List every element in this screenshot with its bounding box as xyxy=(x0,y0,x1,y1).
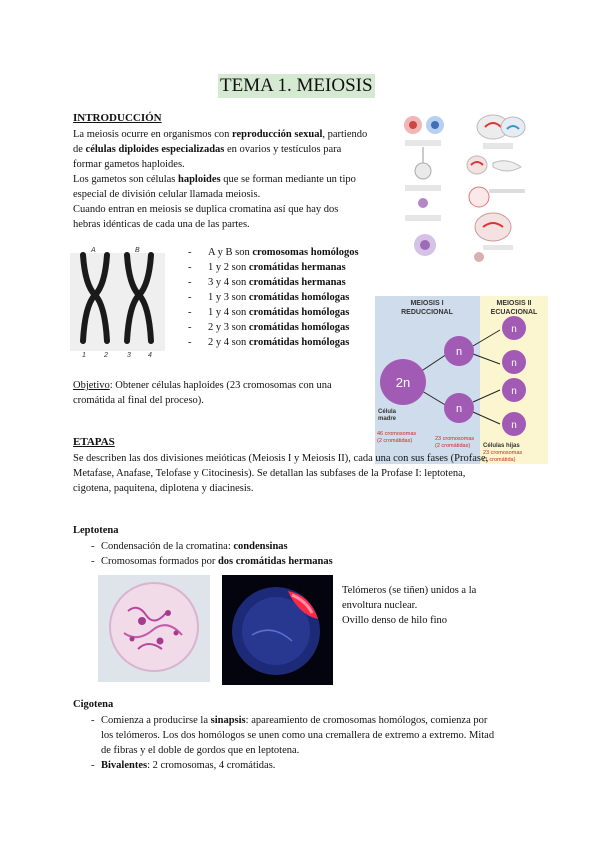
daughter-chromatids: (1 cromátida) xyxy=(483,457,516,463)
list-item: - Condensación de la cromatina: condensinas xyxy=(73,539,473,554)
label-a: A xyxy=(91,247,96,254)
daughter-chromosomes: 23 cromosomas xyxy=(483,450,523,456)
child-chromosomes: 23 cromosomas xyxy=(435,436,475,442)
leptotena-heading: Leptotena xyxy=(73,525,119,536)
label-b: B xyxy=(135,247,140,254)
daughter-cell-label: n xyxy=(511,324,517,335)
leptotena-micrograph xyxy=(98,575,210,682)
label-3: 3 xyxy=(127,352,131,358)
daughter-cell-label: n xyxy=(511,420,517,431)
child-cell-label: n xyxy=(455,346,463,358)
mother-chromosomes: 46 cromosomas xyxy=(377,431,417,437)
mother-cell-label: 2n xyxy=(395,375,411,390)
meiosis-i-subtitle: REDUCCIONAL xyxy=(401,309,453,316)
page-title: TEMA 1. MEIOSIS xyxy=(220,75,373,96)
telomere-fluorescence-image xyxy=(222,575,333,685)
list-item: - 1 y 2 son cromátidas hermanas xyxy=(188,260,388,275)
intro-paragraph: La meiosis ocurre en organismos con reproducción sexual, partiendo de células diploides especializadas en ovarios y testículos para formar gametos haploides. Los gametos son células haploides que se forman mediante un tipo especial de división celular llamada meiosis. Cuando entran en meiosis se duplica cromatina así que hay dos hebras idénticas de cada una de las partes. xyxy=(73,129,368,230)
label-2: 2 xyxy=(104,352,108,358)
label-4: 4 xyxy=(148,352,152,358)
child-chromatids: (2 cromátidas) xyxy=(435,443,471,449)
leptotena-caption: Telómeros (se tiñen) unidos a la envoltura nuclear. Ovillo denso de hilo fino xyxy=(342,585,477,626)
list-item: - 1 y 3 son cromátidas homólogas xyxy=(188,290,388,305)
etapas-paragraph: Se describen las dos divisiones meióticas (Meiosis I y Meiosis II), cada una con sus fases (Profase, Metafase, Anafase, Telofase y Citocinesis). Se detallan las subfases de la Profase I: leptotena, cigotena, paquitena, diplotena y diacinesis. xyxy=(73,453,489,494)
mother-chromatids: (2 cromátidas) xyxy=(377,438,413,444)
list-item: - Cromosomas formados por dos cromátidas hermanas xyxy=(73,554,473,569)
daughter-cell-label: n xyxy=(511,358,517,369)
daughter-cell-label: n xyxy=(511,386,517,397)
pairs-list xyxy=(188,245,388,350)
cigotena-list xyxy=(73,713,553,773)
objective: Objetivo: Obtener células haploides (23 cromosomas con una cromátida al final del proceso). xyxy=(73,380,332,406)
list-item: - 2 y 4 son cromátidas homólogas xyxy=(188,335,388,350)
meiosis-ii-subtitle: ECUACIONAL xyxy=(490,309,538,316)
etapas-heading: ETAPAS xyxy=(73,436,115,448)
meiosis-ii-title: MEIOSIS II xyxy=(496,300,532,307)
list-item: - Bivalentes: 2 cromosomas, 4 cromátidas. xyxy=(73,758,553,773)
cigotena-heading: Cigotena xyxy=(73,699,114,710)
chromosome-figure xyxy=(70,245,165,358)
label-1: 1 xyxy=(82,352,86,358)
list-item: - 2 y 3 son cromátidas homólogas xyxy=(188,320,388,335)
mother-caption-2: madre xyxy=(378,416,397,422)
mother-caption-1: Célula xyxy=(378,409,397,415)
intro-heading: INTRODUCCIÓN xyxy=(73,112,162,124)
child-cell-label: n xyxy=(455,403,463,415)
list-item: - A y B son cromosomas homólogos xyxy=(188,245,388,260)
list-item: - 1 y 4 son cromátidas homólogas xyxy=(188,305,388,320)
leptotena-list xyxy=(73,539,473,569)
meiosis-i-title: MEIOSIS I xyxy=(410,300,444,307)
gametogenesis-figure xyxy=(393,105,533,265)
list-item: - Comienza a producirse la sinapsis: apareamiento de cromosomas homólogos, comienza por los telómeros. Los dos homólogos se unen como una cremallera de extremo a extremo. Mitad de fibras y el doble de gordos que en leptotena. xyxy=(73,713,553,758)
list-item: - 3 y 4 son cromátidas hermanas xyxy=(188,275,388,290)
daughter-caption: Células hijas xyxy=(483,443,520,449)
meiosis-diagram xyxy=(375,296,548,464)
